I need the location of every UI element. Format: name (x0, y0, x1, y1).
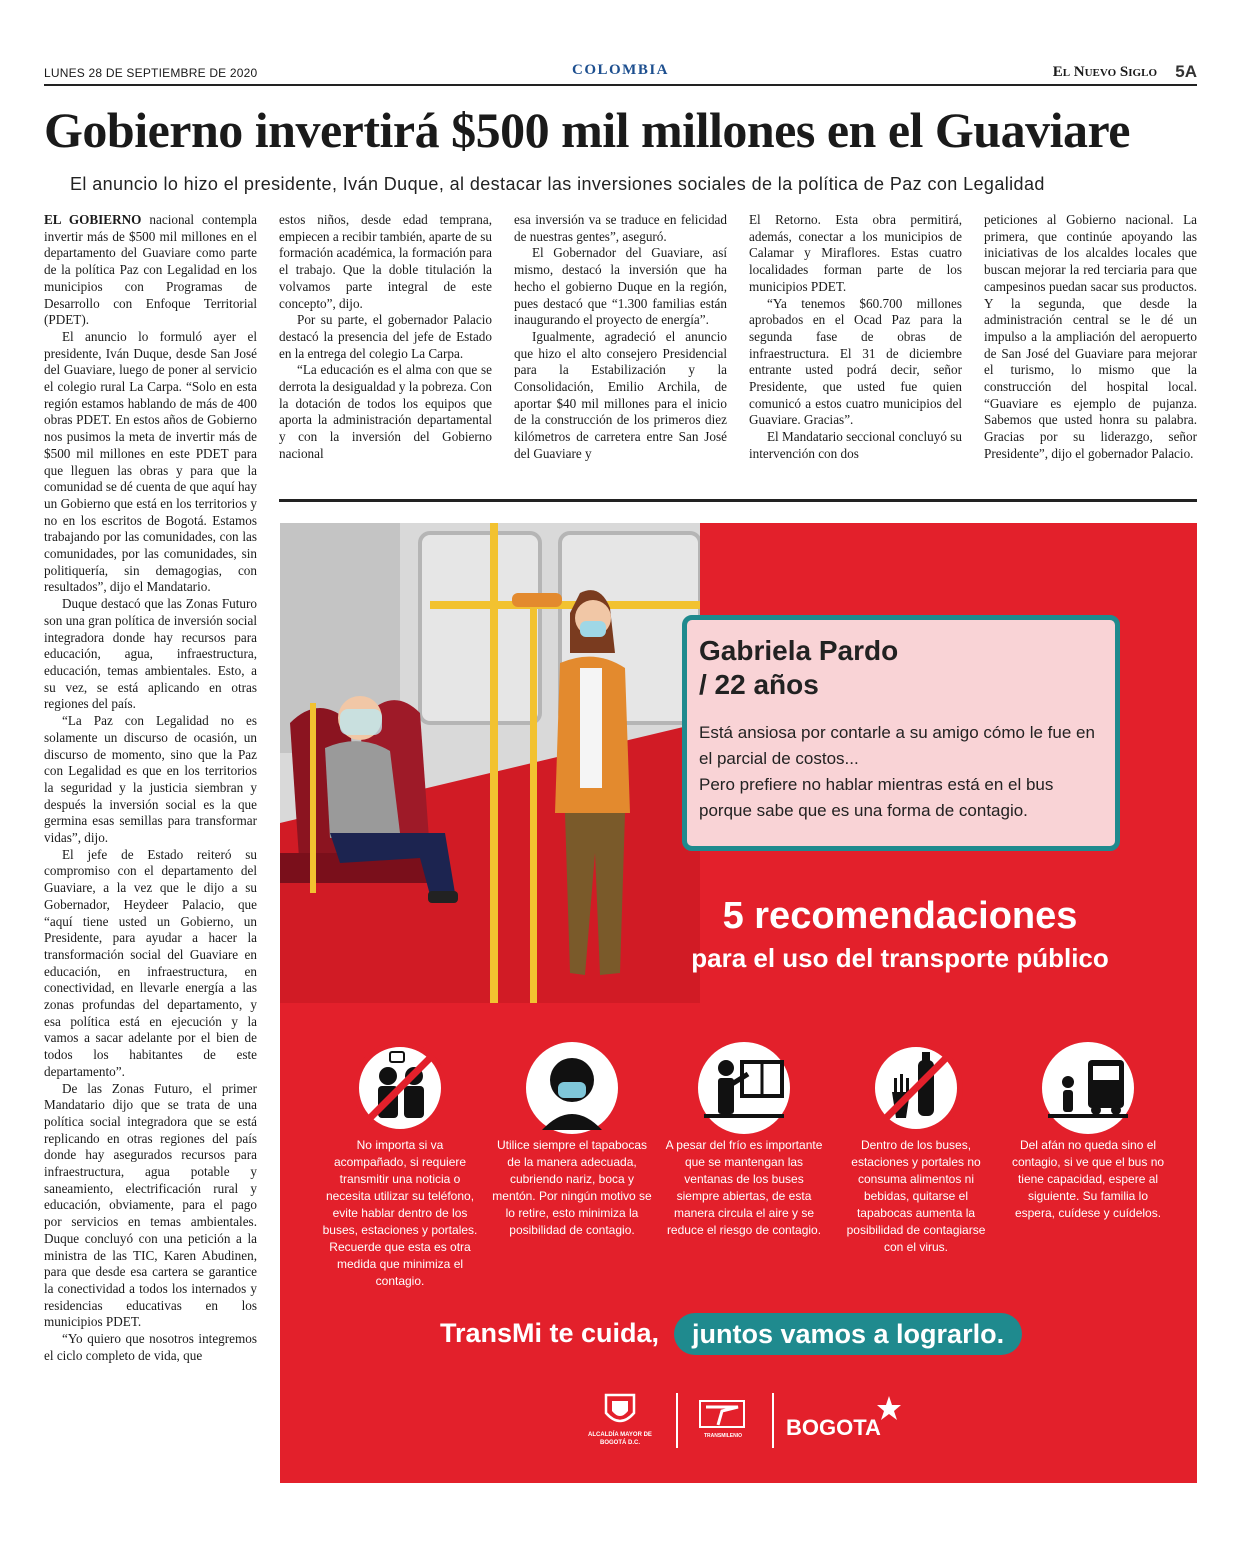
article-column-4 (749, 212, 962, 488)
paragraph: El anuncio lo formuló ayer el presidente, Iván Duque, desde San José del Guaviare, luego de poner al servicio el colegio rural La Carpa. “Solo en esta región estamos hablando de más de 400 obras PDET. En estos años de Gobierno nos pusimos la meta de invertir más de $500 mil millones en este PDET para que lleguen las obras y para que la comunidad se dé cuenta de que aquí hay un Gobierno que está en los territorios y no en los escritos de Bogotá. Estamos trabajando por las comunidades, con las comunidades, por las comunidades, sin politiquería, sin demagogias, con resultados”, dijo el Mandatario. (44, 328, 257, 595)
no-food-icon (866, 1038, 966, 1138)
paragraph-text: nacional contempla invertir más de $500 mil millones en el departamento del Guaviare como parte de la política Paz con Legalidad en los municipios con Programas de Desarrollo con Enfoque Territorial (PDET). (44, 212, 257, 328)
paragraph: “La educación es el alma con que se derrota la desigualdad y la pobreza. Con la dotación de todos los equipos que aporta la administración departamental y con la inversión del Gobierno nacional (279, 362, 492, 461)
slogan-pill: juntos vamos a lograrlo. (674, 1313, 1022, 1355)
recommendations-title: 5 recomendaciones (722, 895, 1078, 937)
paragraph: El Retorno. Esta obra permitirá, además, conectar a los municipios de Calamar y Miraflores. Estas cuatro localidades forman parte de los municipios PDET. (749, 212, 962, 294)
recommendation-2-text: Utilice siempre el tapabocas de la manera adecuada, cubriendo nariz, boca y mentón. Por ningún motivo se lo retire, esto minimiza la posibilidad de contagio. (492, 1138, 652, 1237)
recommendation-1-text: No importa si va acompañado, si requiere transmitir una noticia o necesita utilizar su teléfono, evite hablar dentro de los buses, estaciones y portales. Recuerde que esta es otra medida que minimiza el contagio. (322, 1138, 478, 1288)
newspaper-name: El Nuevo Siglo (1052, 64, 1157, 80)
sponsor-logos (590, 1393, 920, 1453)
persona-message-line: Está ansiosa por contarle a su amigo cómo le fue en el parcial de costos... (699, 723, 1095, 768)
masthead-rule (44, 84, 1197, 86)
paragraph: estos niños, desde edad temprana, empiecen a recibir también, aparte de su formación académica, la formación para el trabajo. Que la doble titulación la volvamos parte integral de este concepto”, dijo. (279, 212, 492, 311)
transmilenio-logo-text: TRANSMILENIO (703, 1433, 743, 1439)
logo-divider (772, 1393, 774, 1448)
transmilenio-advertisement (280, 523, 1197, 1483)
paragraph: De las Zonas Futuro, el primer Mandatario dijo que se trata de una política social integradora que se está replicando en otras regiones del país donde hay asegurados recursos para infraestructura, agua potable y saneamiento, electrificación rural y educación, obviamente, para el pago por servicios en temas ambientales. Duque concluyó con una petición a la ministra de las TIC, Karen Abudinen, para que desde esa cartera se garantice la conectividad a todos los internados y residencias educativas en los municipios PDET. (44, 1080, 257, 1330)
star-icon (876, 1395, 902, 1421)
paragraph: El jefe de Estado reiteró su compromiso con el departamento del Guaviare, a la vez que le dijo a su Gobernador, Heydeer Palacio, que “aquí tiene usted un Gobierno, un Presidente, para ayudar a hacer la transformación social del Guaviare en educación, en infraestructura, en conectividad, en llevarle energía a las zonas profundas del departamento, y esa política está en ejecución y la vamos a sacar adelante por el bien de todos los habitantes de este departamento”. (44, 846, 257, 1079)
paragraph: Igualmente, agradeció el anuncio que hizo el alto consejero Presidencial para la Estabilización y la Consolidación, Emilio Archila, de aportar $40 mil millones para el inicio de la construcción de los primeros diez kilómetros de carretera entre San José del Guaviare y (514, 328, 727, 461)
section-name: COLOMBIA (571, 62, 669, 78)
paragraph: “La Paz con Legalidad no es solamente un discurso de ocasión, un discurso de momento, sino que la Paz con Legalidad es que en los territorios la seguridad y la justicia siembran y después la inversión social es la que germina esas semillas para transformar vidas”, dijo. (44, 713, 257, 846)
no-talking-icon (350, 1038, 450, 1138)
transmilenio-logo-icon (698, 1399, 746, 1429)
persona-name-line: Gabriela Pardo (699, 635, 899, 666)
issue-date: LUNES 28 DE SEPTIEMBRE DE 2020 (44, 66, 258, 80)
persona-card (682, 615, 1120, 851)
slogan-left: TransMi te cuida, (440, 1318, 660, 1348)
wait-next-bus-icon (1038, 1038, 1138, 1138)
paragraph: esa inversión va se traduce en felicidad de nuestras gentes”, aseguró. (514, 212, 727, 244)
column-rule (279, 499, 1197, 502)
alcaldia-logo-text: ALCALDÍA MAYOR DE BOGOTÁ D.C. (588, 1432, 652, 1446)
open-window-icon (694, 1038, 794, 1138)
lead-caps: EL GOBIERNO (44, 212, 142, 227)
persona-message (699, 720, 1109, 824)
paragraph: El Mandatario seccional concluyó su intervención con dos (749, 429, 962, 461)
coat-of-arms-icon (600, 1393, 640, 1429)
article-column-1 (44, 212, 257, 1480)
recommendation-3-text: A pesar del frío es importante que se mantengan las ventanas de los buses siempre abiertas, de esta manera circula el aire y se reduce el riesgo de contagio. (665, 1138, 823, 1237)
persona-message-line: Pero prefiere no hablar mientras está en el bus porque sabe que es una forma de contagio. (699, 775, 1054, 820)
paragraph: “Ya tenemos $60.700 millones aprobados en el Ocad Paz para la segunda fase de obras de infraestructura. El 31 de diciembre entrante usted podrá decir, señor Presidente, que usted fue quien comunicó a estos cuatro municipios del Guaviare. Gracias”. (749, 295, 962, 428)
paragraph: Por su parte, el gobernador Palacio destacó la presencia del jefe de Estado en la entrega del colegio La Carpa. (279, 312, 492, 361)
masthead (44, 62, 1197, 84)
paragraph (44, 212, 257, 329)
article-column-5 (984, 212, 1197, 488)
paragraph: peticiones al Gobierno nacional. La primera, que continúe apoyando las iniciativas de los alcaldes locales que buscan mejorar la red terciaria para que campesinos puedan sacar sus productos. Y la segunda, que desde la administración central se le dé un impulso a la ampliación del aeropuerto de San José del Guaviare para mejorar el turismo, lo mismo que la construcción del hospital local. “Guaviare es ejemplo de pujanza. Sabemos que usted honra su palabra. Gracias por su liderazgo, señor Presidente”, dijo el gobernador Palacio. (984, 212, 1197, 461)
paragraph: “Yo quiero que nosotros integremos el ciclo completo de vida, que (44, 1331, 257, 1363)
page-number: 5A (1175, 62, 1197, 81)
face-mask-icon (522, 1038, 622, 1138)
paragraph: El Gobernador del Guaviare, así mismo, destacó la inversión que ha hecho el gobierno Duque en la región, pues destacó que “1.300 familias están inaugurando el proyecto de energía”. (514, 245, 727, 328)
article-column-3 (514, 212, 727, 488)
logo-divider (676, 1393, 678, 1448)
subheadline: El anuncio lo hizo el presidente, Iván Duque, al destacar las inversiones sociales de la política de Paz con Legalidad (70, 174, 1045, 194)
bogota-logo-text: BOGOTA (786, 1415, 881, 1440)
recommendation-4-text: Dentro de los buses, estaciones y portales no consuma alimentos ni bebidas, quitarse el tapabocas aumenta la posibilidad de contagiarse con el virus. (846, 1138, 986, 1254)
paragraph: Duque destacó que las Zonas Futuro son una gran política de inversión social integradora donde hay recursos para educación, agua, infraestructura, educación, temas ambientales. Esto, a su vez, se está aplicando en otras regiones del país. (44, 596, 257, 712)
recommendations-subtitle: para el uso del transporte público (691, 943, 1109, 973)
recommendation-5-text: Del afán no queda sino el contagio, si ve que el bus no tiene capacidad, espere al siguiente. Su familia lo espera, cuídese y cuídelos. (1011, 1138, 1165, 1220)
persona-age-line: / 22 años (699, 669, 819, 700)
article-column-2 (279, 212, 492, 488)
persona-name (699, 634, 898, 702)
headline: Gobierno invertirá $500 mil millones en el Guaviare (44, 102, 1130, 158)
